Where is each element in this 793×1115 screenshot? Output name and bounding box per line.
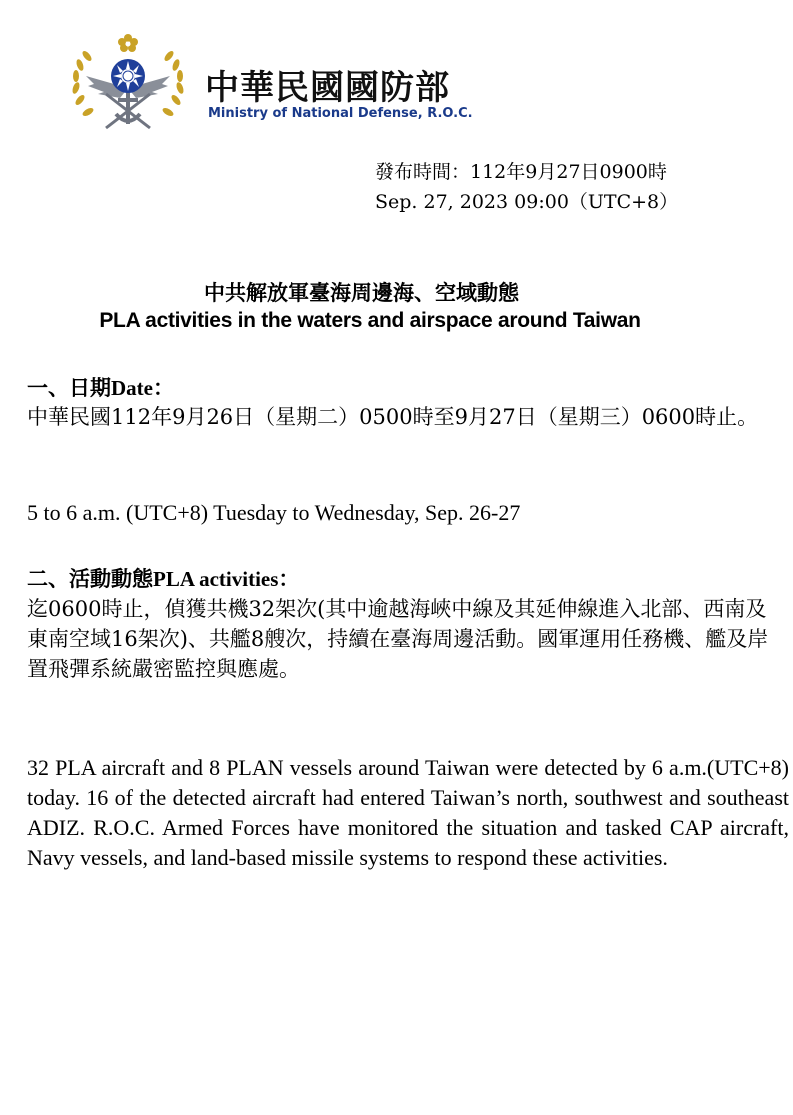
section-date-heading-zh: 一、日期 (27, 375, 111, 400)
section-date-body-en: 5 to 6 a.m. (UTC+8) Tuesday to Wednesday, Sep. 26-27 (27, 500, 521, 525)
section-activities-heading-zh: 二、活動動態 (27, 566, 153, 591)
section-activities-body-zh: 迄0600時止，偵獲共機32架次(其中逾越海峽中線及其延伸線進入北部、西南及東南空域16架次)、共艦8艘次，持續在臺海周邊活動。國軍運用任務機、艦及岸置飛彈系統嚴密監控與應處。 (27, 597, 769, 681)
page-header (58, 28, 518, 140)
org-name-zh: 中華民國國防部 (205, 68, 450, 108)
mnd-emblem-icon (58, 28, 198, 140)
release-time-zh: 發布時間：112年9月27日0900時 (375, 161, 667, 183)
page-title-zh: 中共解放軍臺海周邊海、空域動態 (204, 280, 519, 305)
release-info (375, 157, 678, 217)
release-time-en: Sep. 27, 2023 09:00（UTC+8） (375, 191, 679, 213)
section-date-body-zh: 中華民國112年9月26日（星期二）0500時至9月27日（星期三）0600時止。 (27, 405, 759, 429)
section-activities-heading-en: PLA activities： (153, 567, 300, 591)
section-activities-heading (27, 563, 299, 593)
section-date-heading (27, 372, 174, 402)
section-date-heading-en: Date： (111, 376, 174, 400)
org-name-en: Ministry of National Defense, R.O.C. (208, 106, 473, 121)
page-title-en: PLA activities in the waters and airspace around Taiwan (99, 309, 641, 332)
section-activities-body-en: 32 PLA aircraft and 8 PLAN vessels around Taiwan were detected by 6 a.m.(UTC+8) today. 16 of the detected aircraft had entered Taiwan’s north, southwest and southeast ADIZ. R.O.C. Armed Forces have monitored the situation and tasked CAP aircraft, Navy vessels, and land-based missile systems to respond these activities. (27, 755, 789, 870)
